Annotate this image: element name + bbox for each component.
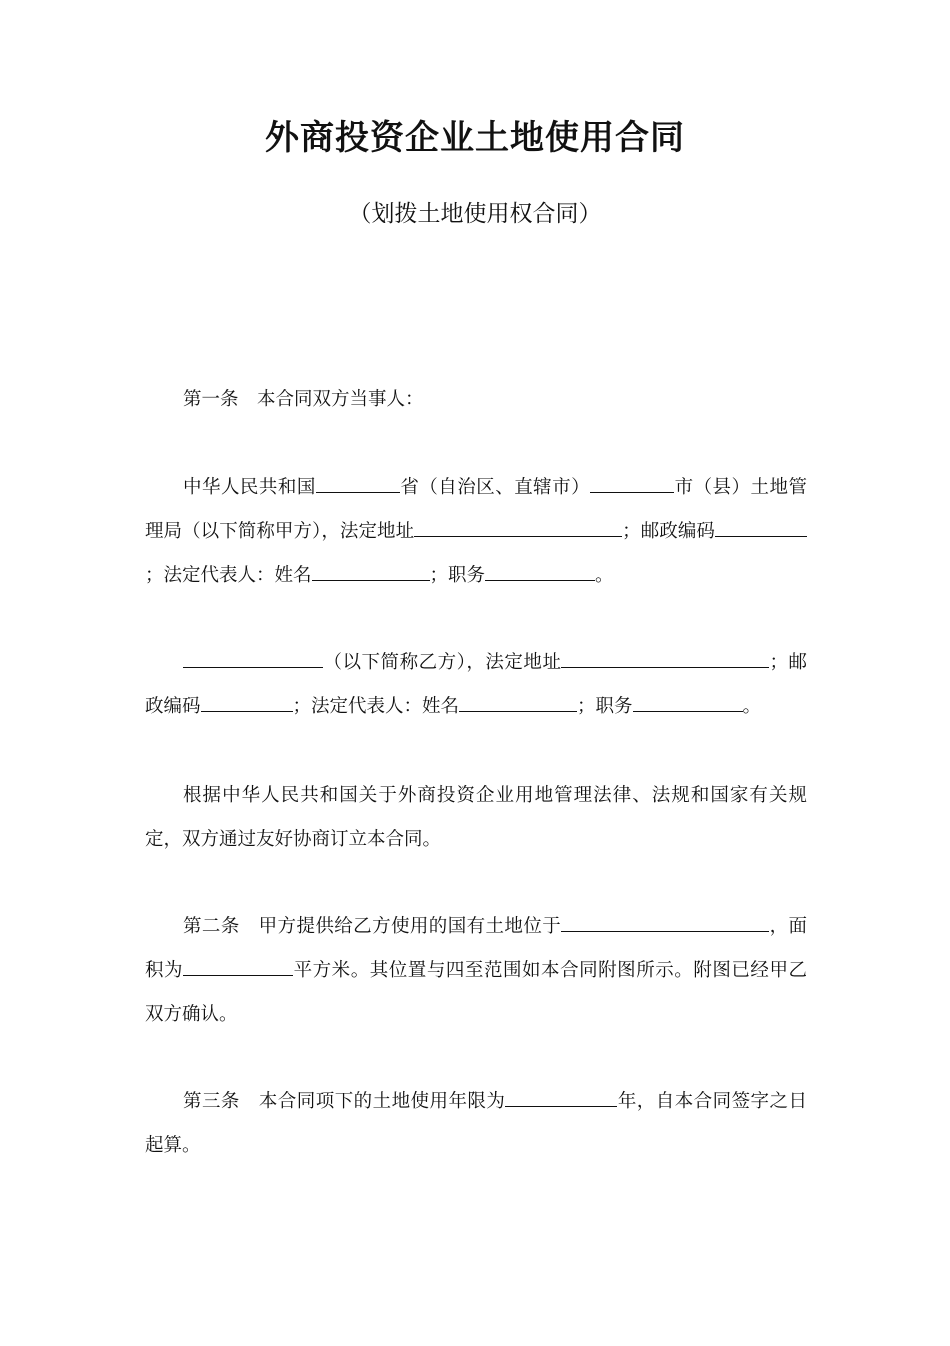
land-location-blank: [561, 913, 769, 932]
party-a-text-3: 市（县）土地管理局（以下简称甲方），法定地址: [145, 477, 807, 542]
party-b-address-blank: [561, 649, 769, 668]
article-1-text: 第一条 本合同双方当事人：: [183, 389, 424, 410]
party-a-position-blank: [485, 562, 595, 581]
city-blank: [590, 474, 674, 493]
party-a-address-blank: [414, 518, 622, 537]
document-title: 外商投资企业土地使用合同: [265, 118, 685, 158]
party-a-text-4: ；邮政编码: [622, 521, 715, 542]
party-a-text-2: 省（自治区、直辖市）: [399, 477, 591, 498]
party-b-rep-name-blank: [459, 693, 577, 712]
article-3-paragraph: [145, 1080, 807, 1168]
article-2-text-3: 平方米。其位置与四至范围如本合同附图所示。附图已经甲乙双方确认。: [145, 960, 807, 1025]
province-blank: [316, 474, 400, 493]
party-a-text-5: ；法定代表人：姓名: [145, 565, 312, 586]
party-a-name-blank: [312, 562, 430, 581]
land-area-blank: [183, 957, 293, 976]
party-b-position-blank: [633, 693, 743, 712]
basis-text: 根据中华人民共和国关于外商投资企业用地管理法律、法规和国家有关规定，双方通过友好协商订立本合同。: [145, 785, 807, 850]
article-3-text-2: 年，自本合同签字之日起算。: [145, 1091, 807, 1156]
article-2-text-2: ，面积为: [145, 916, 807, 981]
article-3-text-1: 第三条 本合同项下的土地使用年限为: [183, 1091, 506, 1112]
party-b-text-3: ；法定代表人：姓名: [292, 696, 460, 717]
party-a-text-7: 。: [595, 565, 614, 586]
article-2-text-1: 第二条 甲方提供给乙方使用的国有土地位于: [183, 916, 562, 937]
party-b-name-blank: [183, 649, 323, 668]
term-years-blank: [505, 1088, 617, 1107]
party-b-text-4: ；职务: [577, 696, 633, 717]
party-a-postcode-blank: [715, 518, 807, 537]
party-a-text-1: 中华人民共和国: [183, 477, 316, 498]
party-a-paragraph: [145, 466, 807, 598]
party-a-text-6: ；职务: [429, 565, 486, 586]
article-1-heading: [145, 378, 807, 422]
party-b-text-1: （以下简称乙方），法定地址: [323, 652, 562, 673]
article-2-paragraph: [145, 905, 807, 1037]
basis-paragraph: [145, 774, 807, 862]
party-b-postcode-blank: [201, 693, 293, 712]
party-b-text-5: 。: [742, 696, 762, 717]
document-subtitle: （划拨土地使用权合同）: [348, 201, 602, 227]
party-b-paragraph: [145, 641, 807, 729]
party-b-text-2: ；邮政编码: [145, 652, 807, 717]
